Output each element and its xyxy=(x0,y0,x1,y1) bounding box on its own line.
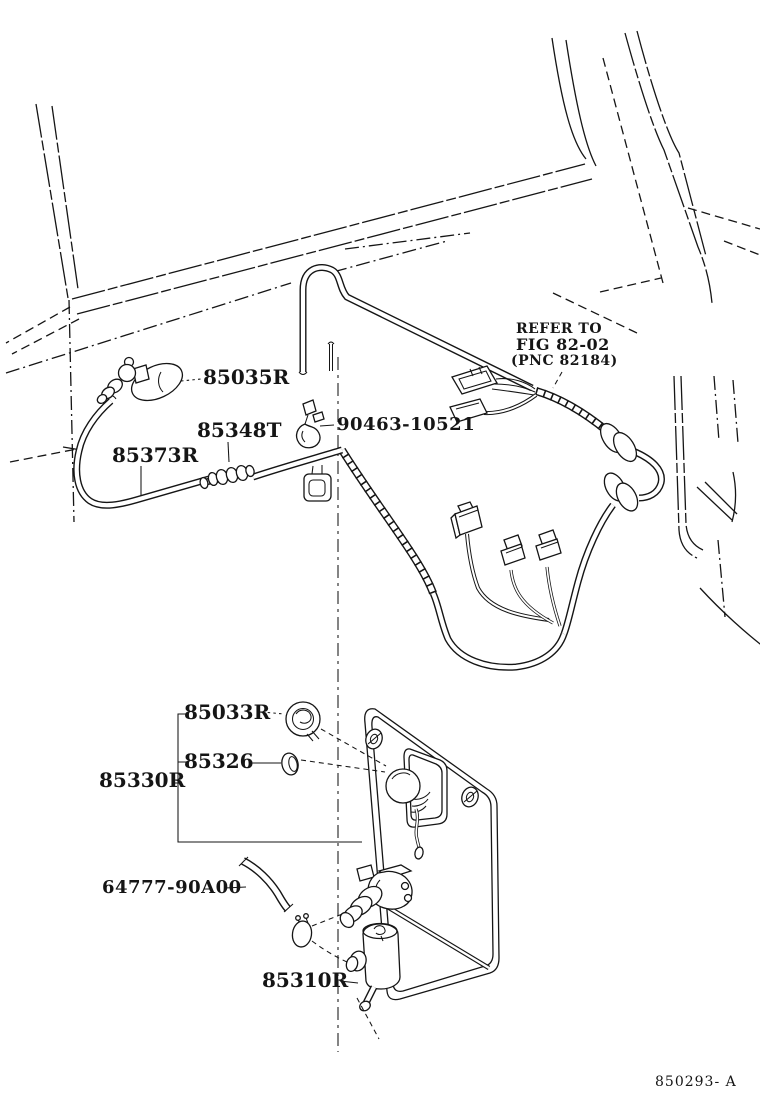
hose-clip-drawing xyxy=(297,400,324,448)
part-label-90463-10521: 90463-10521 xyxy=(337,414,476,435)
part-label-85373r: 85373R xyxy=(112,443,199,467)
part-label-85326: 85326 xyxy=(184,749,254,773)
refer-note-line3: (PNC 82184) xyxy=(511,353,618,369)
connector-c xyxy=(536,530,561,560)
refer-note-line1: REFER TO xyxy=(516,321,603,337)
vehicle-body-lines xyxy=(6,31,760,647)
part-label-85330r: 85330R xyxy=(99,768,186,792)
hose-clip-block xyxy=(304,465,331,501)
bracket-85330R xyxy=(172,714,362,842)
refer-note xyxy=(511,321,618,369)
grommet-85326-drawing xyxy=(280,752,300,777)
figure-code: 850293- A xyxy=(655,1074,737,1090)
connector-a xyxy=(451,502,482,538)
pump-grommet-drawing xyxy=(291,914,313,948)
harness-grommet-lower xyxy=(600,470,642,515)
part-label-64777-90a00: 64777-90A00 xyxy=(102,877,242,898)
part-label-85035r: 85035R xyxy=(203,365,290,389)
part-label-85348t: 85348T xyxy=(197,418,282,442)
jar-cap-drawing xyxy=(286,702,320,741)
part-label-85310r: 85310R xyxy=(262,968,349,992)
connector-b xyxy=(501,535,525,565)
harness-grommet-upper xyxy=(596,420,641,466)
part-label-85033r: 85033R xyxy=(184,700,271,724)
hose-64777-drawing xyxy=(239,857,293,912)
refer-note-line2: FIG 82-02 xyxy=(516,335,610,354)
